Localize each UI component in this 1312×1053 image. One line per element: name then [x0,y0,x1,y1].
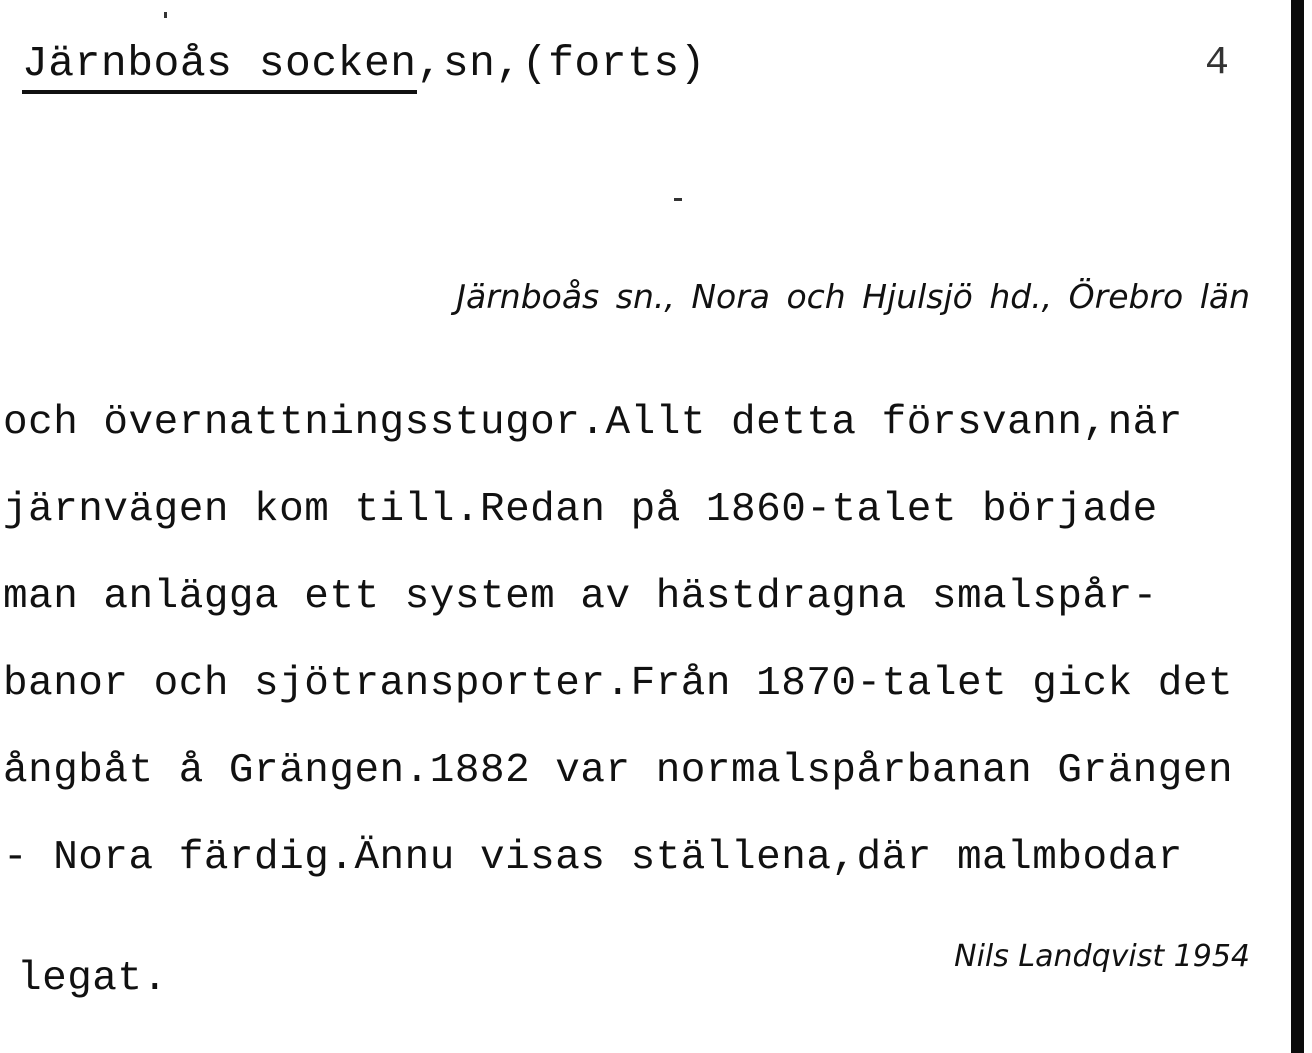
author-signature: Nils Landqvist 1954 [954,939,1250,974]
body-line: banor och sjötransporter.Från 1870-talet gick det [3,661,1234,707]
stray-ink-mark [674,198,682,201]
page-number: 4 [1205,41,1230,86]
stray-ink-mark [164,12,167,18]
body-line: och övernattningsstugor.Allt detta försvann,när [3,400,1183,446]
heading-suffix: ,sn,(forts) [416,39,706,88]
card-header [22,34,1242,104]
location-line: Järnboås sn., Nora och Hjulsjö hd., Örebro län [456,277,1250,316]
card-edge-border [1291,0,1304,1053]
card-heading [22,34,706,94]
body-line: man anlägga ett system av hästdragna smalspår- [3,574,1158,620]
body-line: ångbåt å Grängen.1882 var normalspårbanan Grängen [3,748,1234,794]
body-line: - Nora färdig.Ännu visas ställena,där malmbodar [3,835,1183,881]
body-line: järnvägen kom till.Redan på 1860-talet började [3,487,1158,533]
body-line: legat. [17,956,168,1002]
heading-title: Järnboås socken [22,39,417,94]
